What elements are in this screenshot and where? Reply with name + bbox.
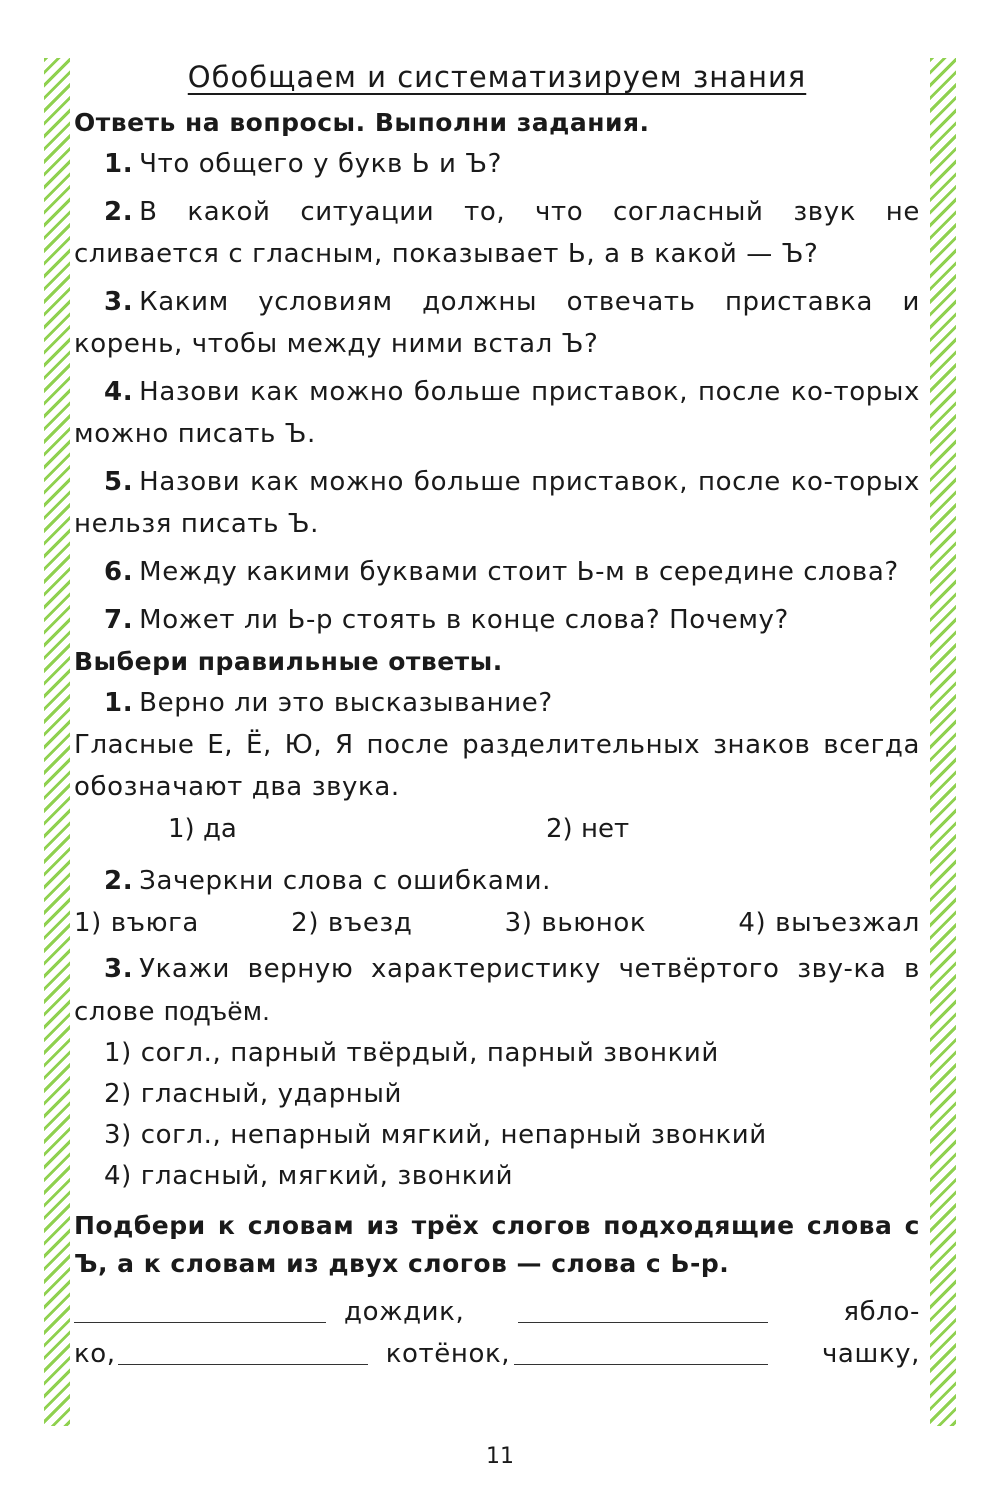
given-word: дождик, bbox=[344, 1297, 465, 1327]
question-text: Между какими буквами стоит Ь-м в середине слова? bbox=[139, 557, 899, 587]
right-decorative-stripe bbox=[930, 58, 956, 1426]
question-text: Каким условиям должны отвечать приставка и корень, чтобы между ними встал Ъ? bbox=[74, 287, 920, 359]
answer-yes[interactable]: 1) да bbox=[168, 814, 237, 844]
blank-field[interactable] bbox=[74, 1294, 326, 1323]
question-number: 3. bbox=[104, 287, 134, 317]
task-number: 1. bbox=[104, 688, 134, 718]
task-text: Укажи верную характеристику четвёртого зву-ка в слове bbox=[74, 954, 920, 1027]
page-number: 11 bbox=[486, 1444, 514, 1469]
section-heading-questions: Ответь на вопросы. Выполни задания. bbox=[74, 108, 650, 137]
answer-no[interactable]: 2) нет bbox=[546, 814, 630, 844]
left-decorative-stripe bbox=[44, 58, 70, 1426]
task-2-question bbox=[74, 860, 920, 902]
section-heading-match: Подбери к словам из трёх слогов подходящие слова с Ъ, а к словам из двух слогов — слова с Ь-р. bbox=[74, 1211, 920, 1278]
question-3 bbox=[74, 281, 920, 365]
task-3-option[interactable]: 3) согл., непарный мягкий, непарный звонкий bbox=[104, 1120, 767, 1150]
word-option[interactable]: 4) выъезжал bbox=[738, 908, 920, 938]
page-title: Обобщаем и систематизируем знания bbox=[187, 60, 807, 94]
task-3-word: подъём. bbox=[164, 996, 271, 1026]
blank-field[interactable] bbox=[518, 1294, 768, 1323]
task-1-statement: Гласные Е, Ё, Ю, Я после разделительных знаков всегда обозначают два звука. bbox=[74, 730, 920, 802]
question-number: 6. bbox=[104, 557, 134, 587]
blank-field[interactable] bbox=[118, 1336, 368, 1365]
given-word: чашку, bbox=[821, 1339, 920, 1369]
task-number: 3. bbox=[104, 954, 134, 984]
task-text: Зачеркни слова с ошибками. bbox=[139, 866, 552, 896]
task-3-option[interactable]: 4) гласный, мягкий, звонкий bbox=[104, 1161, 514, 1191]
question-number: 2. bbox=[104, 197, 134, 227]
question-number: 7. bbox=[104, 605, 134, 635]
fill-line-2 bbox=[74, 1333, 920, 1375]
question-number: 4. bbox=[104, 377, 134, 407]
section-heading-choose: Выбери правильные ответы. bbox=[74, 647, 503, 676]
question-5 bbox=[74, 461, 920, 545]
task-text: Верно ли это высказывание? bbox=[139, 688, 553, 718]
blank-field[interactable] bbox=[514, 1336, 768, 1365]
question-1 bbox=[74, 143, 920, 185]
question-number: 1. bbox=[104, 149, 134, 179]
given-word: ябло- bbox=[843, 1297, 920, 1327]
task-2-words bbox=[74, 902, 920, 944]
task-number: 2. bbox=[104, 866, 134, 896]
task-3-question bbox=[74, 948, 920, 1033]
question-text: В какой ситуации то, что согласный звук не сливается с гласным, показывает Ь, а в какой — Ъ? bbox=[74, 197, 920, 269]
question-text: Может ли Ь-р стоять в конце слова? Почему? bbox=[139, 605, 789, 635]
word-option[interactable]: 3) вьюнок bbox=[504, 908, 647, 938]
question-text: Назови как можно больше приставок, после ко-торых можно писать Ъ. bbox=[74, 377, 920, 449]
task-3-option[interactable]: 2) гласный, ударный bbox=[104, 1079, 403, 1109]
question-7 bbox=[74, 599, 920, 641]
task-1-answers bbox=[74, 808, 920, 850]
task-3-option[interactable]: 1) согл., парный твёрдый, парный звонкий bbox=[104, 1038, 719, 1068]
given-word: котёнок, bbox=[385, 1339, 511, 1369]
page-content bbox=[74, 60, 920, 1375]
question-6 bbox=[74, 551, 920, 593]
question-text: Что общего у букв Ь и Ъ? bbox=[139, 149, 503, 179]
word-option[interactable]: 1) въюга bbox=[74, 908, 199, 938]
task-1-question bbox=[74, 682, 920, 724]
question-text: Назови как можно больше приставок, после ко-торых нельзя писать Ъ. bbox=[74, 467, 920, 539]
question-4 bbox=[74, 371, 920, 455]
word-option[interactable]: 2) въезд bbox=[291, 908, 413, 938]
given-word: ко, bbox=[74, 1339, 116, 1369]
fill-line-1 bbox=[74, 1291, 920, 1333]
question-2 bbox=[74, 191, 920, 275]
question-number: 5. bbox=[104, 467, 134, 497]
